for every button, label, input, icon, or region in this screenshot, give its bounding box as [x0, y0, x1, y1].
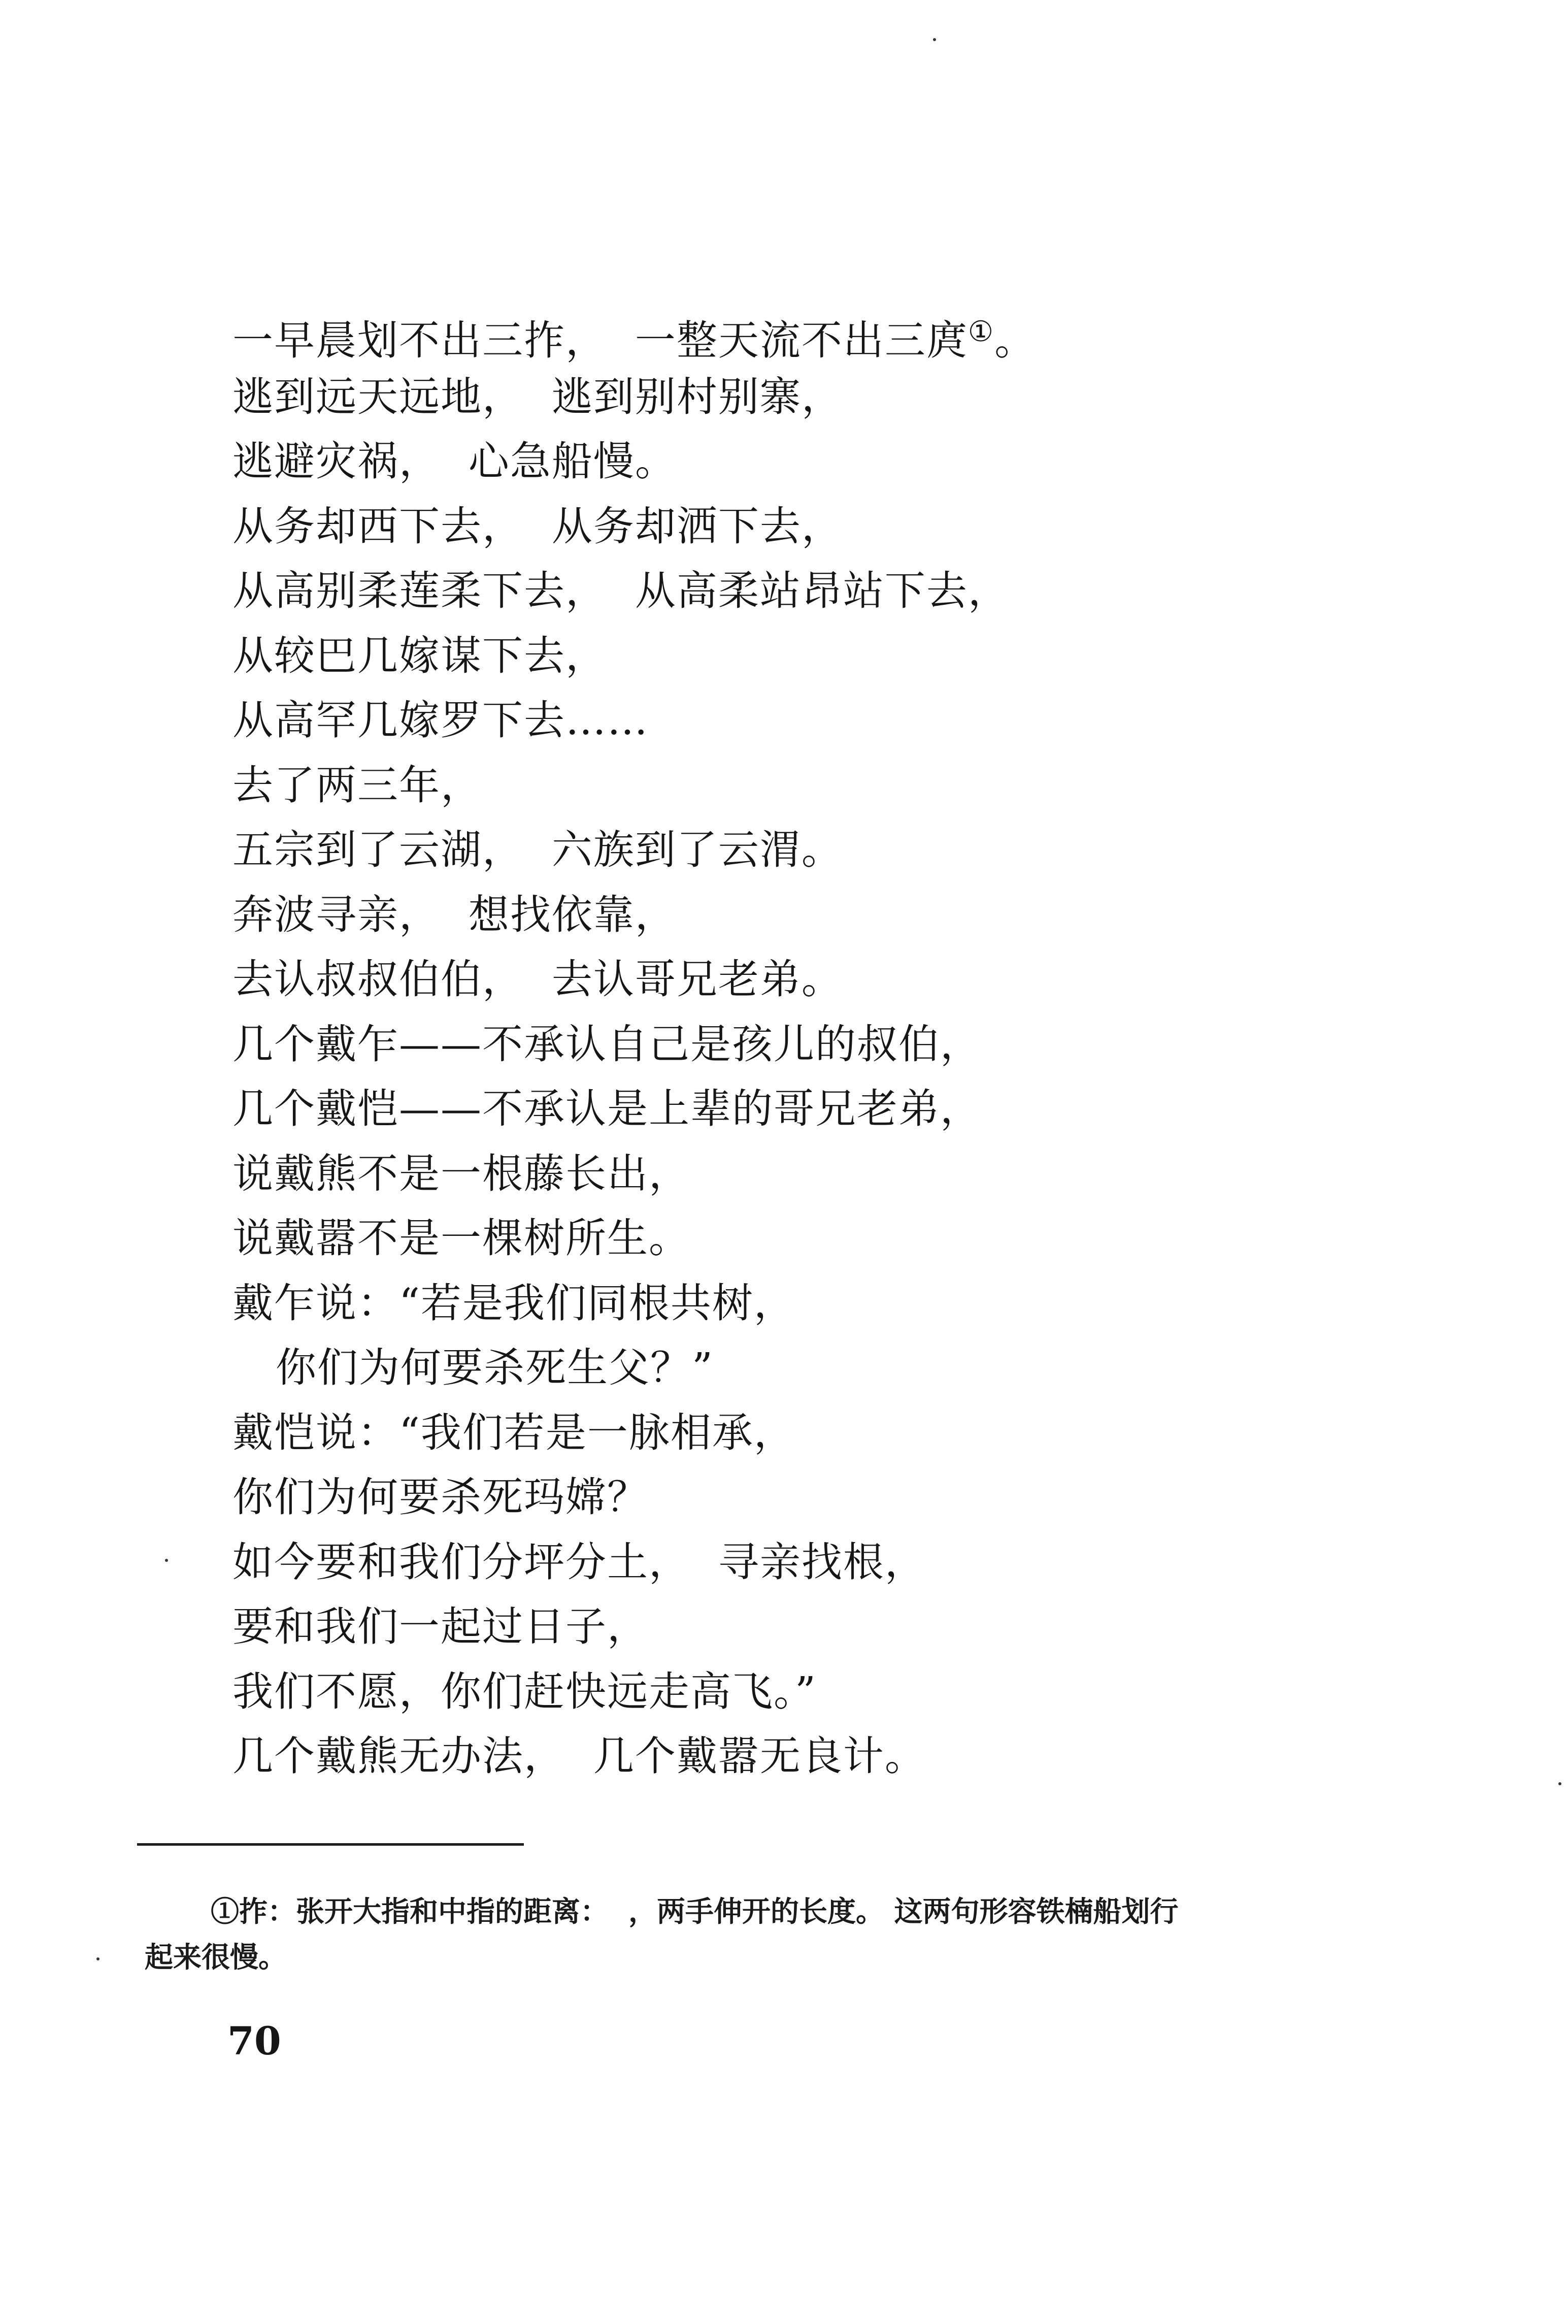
poem-line-16: 戴乍说：“若是我们同根共树， — [232, 1279, 795, 1327]
poem-line-1-end: 。 — [994, 317, 1037, 364]
poem-line-23: 几个戴熊无办法， 几个戴嚣无良计。 — [232, 1732, 926, 1780]
footnote-line-1: ①拃：张开大指和中指的距离： ，两手伸开的长度。 这两句形容铁楠船划行 — [211, 1895, 1179, 1928]
scan-speck — [933, 38, 936, 41]
poem-line-22: 我们不愿，你们赶快远走高飞。” — [232, 1667, 817, 1715]
poem-line-14: 说戴熊不是一根藤长出， — [232, 1150, 690, 1197]
poem-line-18: 戴恺说：“我们若是一脉相承， — [232, 1409, 795, 1456]
scan-speck — [1558, 1782, 1561, 1785]
scan-speck — [96, 1957, 99, 1960]
scan-speck — [165, 1559, 168, 1562]
poem-line-10: 奔波寻亲， 想找依靠， — [232, 891, 677, 938]
poem-line-3: 逃避灾祸， 心急船慢。 — [232, 438, 677, 485]
footnote-marker: ① — [968, 315, 995, 348]
poem-line-15: 说戴嚣不是一棵树所生。 — [232, 1215, 690, 1262]
poem-line-2: 逃到远天远地， 逃到别村别寨， — [232, 373, 843, 420]
poem-body — [232, 300, 1400, 1789]
poem-line-17: 你们为何要杀死生父？” — [276, 1344, 714, 1391]
poem-line-21: 要和我们一起过日子， — [232, 1603, 649, 1650]
footnote — [145, 1889, 1404, 1980]
poem-line-6: 从较巴几嫁谋下去， — [232, 632, 607, 679]
poem-line-9: 五宗到了云湖， 六族到了云渭。 — [232, 826, 843, 873]
poem-line-8: 去了两三年， — [232, 761, 482, 809]
poem-line-7: 从高罕几嫁罗下去…… — [232, 697, 649, 744]
poem-line-5: 从高别柔莲柔下去， 从高柔站昂站下去， — [232, 567, 1010, 614]
poem-line-13: 几个戴恺——不承认是上辈的哥兄老弟， — [232, 1085, 982, 1132]
poem-line-19: 你们为何要杀死玛嫦？ — [232, 1474, 649, 1521]
poem-line-12: 几个戴乍——不承认自己是孩儿的叔伯， — [232, 1020, 982, 1068]
poem-line-1 — [232, 300, 1400, 365]
footnote-divider — [137, 1843, 524, 1846]
page-number: 70 — [227, 2018, 281, 2064]
poem-line-20: 如今要和我们分坪分土， 寻亲找根， — [232, 1538, 926, 1586]
poem-line-1-text: 一早晨划不出三拃， 一整天流不出三庹 — [232, 317, 968, 364]
poem-line-11: 去认叔叔伯伯， 去认哥兄老弟。 — [232, 956, 843, 1003]
poem-line-4: 从务却西下去， 从务却洒下去， — [232, 502, 843, 550]
footnote-line-2: 起来很慢。 — [145, 1941, 287, 1974]
